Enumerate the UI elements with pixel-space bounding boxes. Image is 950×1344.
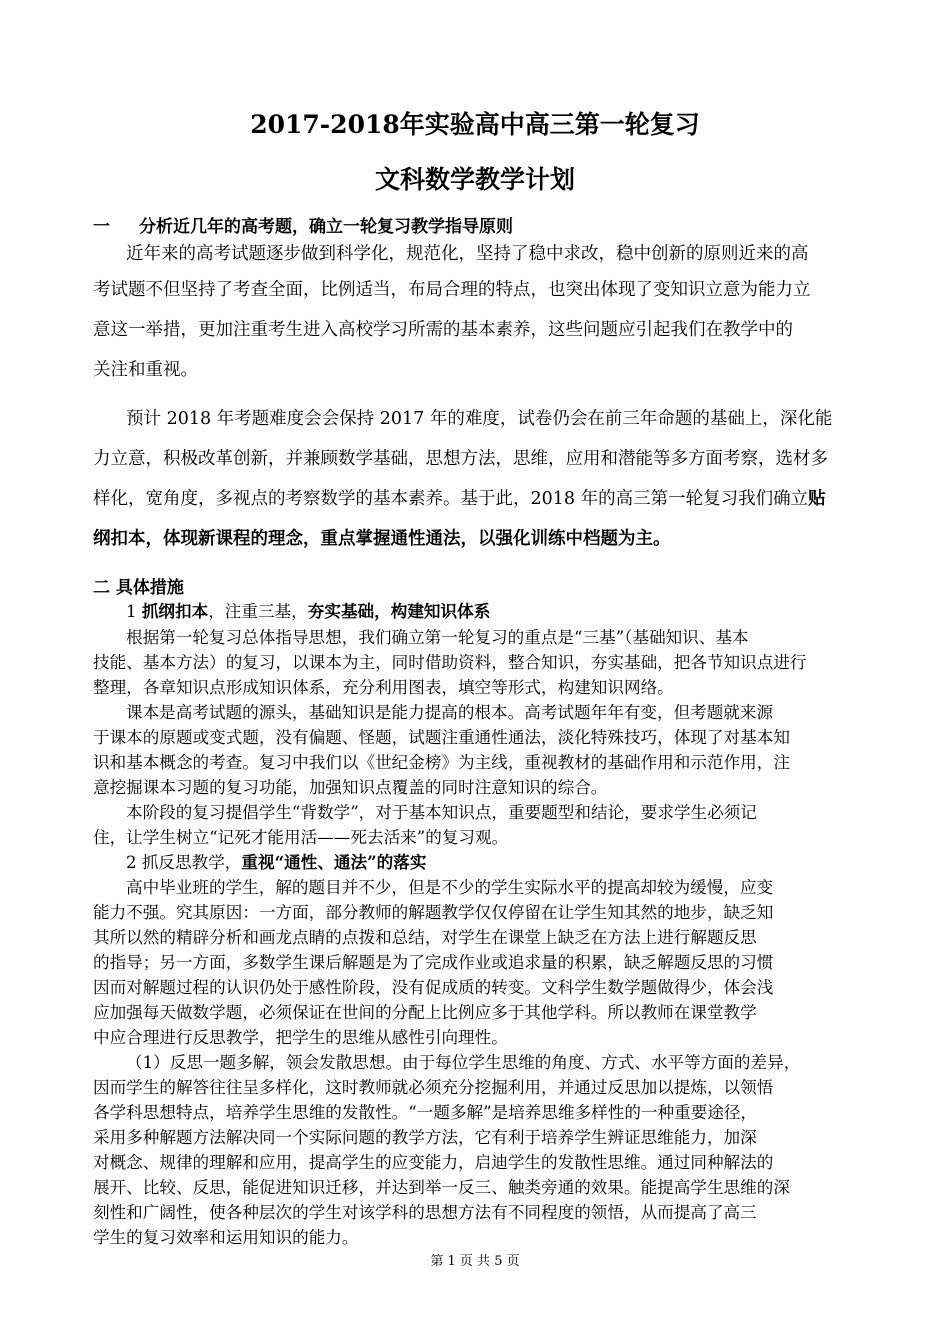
paragraph-line: 于课本的原题或变式题，没有偏题、怪题，试题注重通性通法，淡化特殊技巧，体现了对基本知 — [93, 728, 790, 747]
paragraph-line: 应加强每天做数学题，必须保证在世间的分配上比例应多于其他学科。所以教师在课堂教学 — [93, 1003, 757, 1022]
paragraph-line: 展开、比较、反思，能促进知识迁移，并达到举一反三、触类旁通的效果。能提高学生思维的深 — [93, 1178, 790, 1197]
subsection1-bold-a: 抓纲扣本 — [141, 601, 209, 621]
paragraph-line: 根据第一轮复习总体指导思想，我们确立第一轮复习的重点是“三基”（基础知识、基本 — [126, 628, 749, 647]
paragraph-line: 其所以然的精辟分析和画龙点睛的点拨和总结，对学生在课堂上缺乏在方法上进行解题反思 — [93, 928, 757, 947]
paragraph-line — [93, 485, 863, 510]
paragraph-line: 意挖掘课本习题的复习功能，加强知识点覆盖的同时注意知识的综合。 — [93, 778, 608, 797]
subsection1-bold-c: 夯实基础，构建知识体系 — [307, 601, 491, 621]
paragraph-line: 考试题不但坚持了考查全面，比例适当，布局合理的特点，也突出体现了变知识立意为能力立 — [93, 280, 811, 300]
paragraph-line-emphasis: 纲扣本，体现新课程的理念，重点掌握通性通法，以强化训练中档题为主。 — [93, 529, 671, 549]
paragraph-line: 学生的复习效率和运用知识的能力。 — [93, 1228, 359, 1247]
document-title-line2: 文科数学教学计划 — [374, 165, 575, 194]
paragraph-line: （1）反思一题多解，领会发散思想。由于每位学生思维的角度、方式、水平等方面的差异， — [126, 1053, 801, 1072]
subsection2-bold: 重视“通性、通法”的落实 — [241, 852, 427, 872]
paragraph-line: 刻性和广阔性，使各种层次的学生对该学科的思想方法有不同程度的领悟，从而提高了高三 — [93, 1203, 757, 1222]
paragraph-line: 的指导；另一方面，多数学生课后解题是为了完成作业或追求量的积累，缺乏解题反思的习惯 — [93, 953, 774, 972]
paragraph-line: 中应合理进行反思教学，把学生的思维从感性引向理性。 — [93, 1028, 508, 1047]
subsection1-text: ，注重三基， — [208, 602, 308, 621]
paragraph-line: 能力不强。究其原因：一方面，部分教师的解题教学仅仅停留在让学生知其然的地步，缺乏知 — [93, 903, 774, 922]
subsection1-heading — [126, 598, 863, 622]
paragraph-line: 各学科思想特点，培养学生思维的发散性。“一题多解”是培养思维多样性的一种重要途径， — [93, 1103, 758, 1122]
paragraph-line: 对概念、规律的理解和应用，提高学生的应变能力，启迪学生的发散性思维。通过同种解法的 — [93, 1153, 774, 1172]
subsection1-number: 1 — [126, 602, 142, 621]
subsection2-text: 2 抓反思教学， — [126, 853, 242, 872]
paragraph-line: 预计 2018 年考题难度会会保持 2017 年的难度，试卷仍会在前三年命题的基础上，深化能 — [126, 409, 833, 429]
paragraph-line: 近年来的高考试题逐步做到科学化，规范化，坚持了稳中求改，稳中创新的原则近来的高 — [126, 244, 809, 264]
paragraph-line: 高中毕业班的学生，解的题目并不少，但是不少的学生实际水平的提高却较为缓慢，应变 — [126, 878, 774, 897]
paragraph-line: 采用多种解题方法解决同一个实际问题的教学方法，它有利于培养学生辨证思维能力，加深 — [93, 1128, 757, 1147]
paragraph-text: 样化，宽角度，多视点的考察数学的基本素养。基于此，2018 年的高三第一轮复习我们确立 — [93, 489, 809, 509]
section1-number: 一 — [93, 217, 110, 237]
paragraph-line: 课本是高考试题的源头，基础知识是能力提高的根本。高考试题年年有变，但考题就来源 — [126, 703, 774, 722]
paragraph-line: 关注和重视。 — [93, 360, 198, 380]
section1-heading-text: 分析近几年的高考题，确立一轮复习教学指导原则 — [139, 217, 513, 237]
paragraph-line: 整理，各章知识点形成知识体系，充分利用图表，填空等形式，构建知识网络。 — [93, 678, 674, 697]
document-title-line1: 2017-2018年实验高中高三第一轮复习 — [250, 110, 700, 139]
paragraph-line: 意这一举措，更加注重考生进入高校学习所需的基本素养，这些问题应引起我们在教学中的 — [93, 320, 793, 340]
paragraph-line: 住，让学生树立“记死才能用活——死去活来”的复习观。 — [93, 828, 509, 847]
subsection2-heading — [126, 849, 863, 873]
page-footer: 第 1 页 共 5 页 — [430, 1254, 520, 1269]
paragraph-line: 力立意，积极改革创新，并兼顾数学基础，思想方法，思维，应用和潜能等多方面考察，选材多 — [93, 449, 828, 469]
paragraph-line: 本阶段的复习提倡学生“背数学”，对于基本知识点，重要题型和结论，要求学生必须记 — [126, 803, 757, 822]
section2-heading: 二 具体措施 — [93, 578, 184, 598]
section1-heading — [93, 212, 513, 237]
emphasis-text: 贴 — [808, 489, 826, 509]
paragraph-line: 识和基本概念的考查。复习中我们以《世纪金榜》为主线，重视教材的基础作用和示范作用，注 — [93, 753, 790, 772]
paragraph-line: 因而对解题过程的认识仍处于感性阶段，没有促成质的转变。文科学生数学题做得少，体会浅 — [93, 978, 774, 997]
paragraph-line: 技能、基本方法）的复习，以课本为主，同时借助资料，整合知识，夯实基础，把各节知识点进行 — [93, 653, 807, 672]
paragraph-line: 因而学生的解答往往呈多样化，这时教师就必须充分挖掘利用，并通过反思加以提炼，以领悟 — [93, 1078, 774, 1097]
